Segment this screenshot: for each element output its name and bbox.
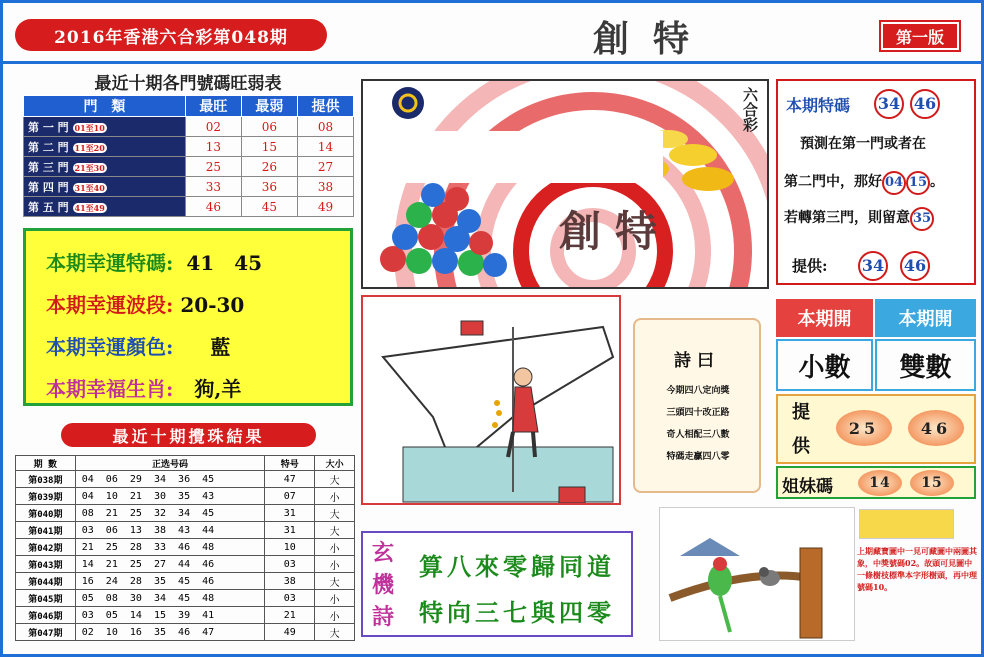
poem-line: 今期四八定向獎 (666, 386, 730, 396)
open-header-2: 本期開 (875, 299, 976, 337)
sister-panel (776, 466, 976, 499)
min-cell: 06 (241, 117, 297, 137)
lucky-color-label: 本期幸運顏色: (46, 335, 174, 359)
min-cell: 45 (241, 197, 297, 217)
provide-cell: 38 (297, 177, 353, 197)
lucky-wave-row (46, 289, 244, 318)
max-cell: 46 (185, 197, 241, 217)
special-cell: 03 (265, 590, 315, 607)
table-row (24, 197, 354, 217)
provide-cell: 49 (297, 197, 353, 217)
parrot-icon (708, 557, 732, 632)
size-cell: 大 (315, 573, 355, 590)
center-title: 創特 (559, 207, 672, 256)
numbers-cell: 04 10 21 30 35 43 (75, 488, 265, 505)
poem-scroll (633, 318, 761, 493)
mystic-label-char: 玄 (371, 540, 394, 566)
special-num-2: 46 (910, 89, 940, 119)
mark-six-logo-icon (392, 87, 424, 119)
prediction-line-2-text: 第二門中， (784, 174, 854, 190)
prediction-num: 15 (906, 171, 930, 195)
size-cell: 大 (315, 505, 355, 522)
table-row (16, 539, 355, 556)
gate-table-title: 最近十期各門號碼旺弱表 (94, 74, 282, 94)
bird-drawing (660, 508, 855, 641)
table-row (24, 177, 354, 197)
table-row (16, 624, 355, 641)
issue-cell: 第040期 (16, 505, 76, 522)
table-row (16, 471, 355, 488)
mystic-label-char: 機 (371, 572, 394, 598)
open-header-1: 本期開 (776, 299, 873, 337)
mystic-label (369, 537, 397, 633)
prediction-num: 04 (882, 171, 906, 195)
thumbnail-patch (859, 509, 954, 539)
numbers-cell: 02 10 16 35 46 47 (75, 624, 265, 641)
special-cell: 10 (265, 539, 315, 556)
lucky-zodiac-label: 本期幸福生肖: (46, 377, 174, 401)
special-cell: 47 (265, 471, 315, 488)
numbers-cell: 21 25 28 33 46 48 (75, 539, 265, 556)
min-cell: 26 (241, 157, 297, 177)
max-cell: 13 (185, 137, 241, 157)
mystic-poem-box (361, 531, 633, 637)
gate-cell: 第 三 門 21至30 (24, 157, 186, 177)
lucky-box (23, 228, 353, 406)
poem-line: 三頭四十改正路 (666, 408, 730, 418)
provide-cell: 08 (297, 117, 353, 137)
lucky-wave-label: 本期幸運波段: (46, 293, 174, 317)
numbers-cell: 03 06 13 38 43 44 (75, 522, 265, 539)
table-row (24, 137, 354, 157)
size-cell: 大 (315, 624, 355, 641)
special-cell: 49 (265, 624, 315, 641)
special-cell: 07 (265, 488, 315, 505)
size-cell: 小 (315, 590, 355, 607)
min-col-header: 最弱 (241, 96, 297, 117)
size-cell: 小 (315, 607, 355, 624)
provide-char-1: 提 (792, 402, 810, 423)
min-cell: 15 (241, 137, 297, 157)
issue-col-header: 期 數 (16, 456, 76, 471)
numbers-cell: 16 24 28 35 45 46 (75, 573, 265, 590)
issue-cell: 第043期 (16, 556, 76, 573)
special-cell: 31 (265, 505, 315, 522)
numbers-cell: 14 21 25 27 44 46 (75, 556, 265, 573)
blank-patch (363, 131, 663, 183)
table-row (16, 556, 355, 573)
open-value-even: 雙數 (875, 339, 976, 391)
poem-line: 奇人相配三八數 (666, 430, 730, 440)
lucky-color-row (46, 331, 230, 360)
prediction-box (776, 79, 976, 285)
issue-title: 2016年香港六合彩第048期 (15, 19, 327, 51)
mystic-line-2: 特向三七與四零 (419, 598, 615, 627)
special-col-header: 特号 (265, 456, 315, 471)
lucky-zodiac-value: 狗,羊 (194, 377, 242, 401)
recent-results-table (15, 455, 355, 641)
max-col-header: 最旺 (185, 96, 241, 117)
open-result-box (776, 299, 976, 499)
header-divider (3, 61, 984, 64)
size-cell: 小 (315, 556, 355, 573)
table-row (16, 488, 355, 505)
lucky-wave-value: 20-30 (180, 293, 245, 317)
min-cell: 36 (241, 177, 297, 197)
prediction-line-2-text-b: 那好 (854, 174, 882, 190)
lucky-color-value: 藍 (210, 335, 231, 359)
size-cell: 小 (315, 539, 355, 556)
special-cell: 38 (265, 573, 315, 590)
center-illustration (361, 79, 769, 289)
numbers-cell: 03 05 14 15 39 41 (75, 607, 265, 624)
prediction-line-2 (784, 171, 944, 195)
gate-cell: 第 四 門 31至40 (24, 177, 186, 197)
special-label: 本期特碼 (786, 96, 851, 115)
special-cell: 21 (265, 607, 315, 624)
prediction-line-3 (784, 207, 934, 231)
poem-body (643, 380, 753, 468)
provide-ball: 46 (908, 410, 964, 446)
sister-ball: 14 (858, 470, 902, 496)
table-row (16, 573, 355, 590)
issue-cell: 第046期 (16, 607, 76, 624)
brand-label: 六合彩 (741, 87, 759, 132)
issue-cell: 第038期 (16, 471, 76, 488)
box-icon (559, 487, 585, 503)
prediction-line-3-text: 若轉第三門，則留意 (784, 210, 910, 226)
size-cell: 大 (315, 471, 355, 488)
provide-col-header: 提供 (297, 96, 353, 117)
table-row (16, 607, 355, 624)
bird-illustration (659, 507, 855, 641)
max-cell: 02 (185, 117, 241, 137)
box-icon (461, 321, 483, 335)
open-value-small: 小數 (776, 339, 873, 391)
provide-ball: 25 (836, 410, 892, 446)
max-cell: 33 (185, 177, 241, 197)
bird-icon (759, 567, 780, 586)
recent-results-title: 最近十期攪珠結果 (61, 423, 316, 447)
table-row (24, 117, 354, 137)
issue-cell: 第041期 (16, 522, 76, 539)
special-num-1: 34 (874, 89, 904, 119)
numbers-col-header: 正选号码 (75, 456, 265, 471)
lucky-zodiac-row (46, 373, 241, 402)
table-row (16, 522, 355, 539)
gate-cell: 第 二 門 11至20 (24, 137, 186, 157)
poem-line: 特碼走贏四八零 (666, 452, 730, 462)
issue-cell: 第047期 (16, 624, 76, 641)
mystic-label-char: 詩 (371, 604, 394, 630)
edition-badge: 第一版 (881, 22, 959, 50)
size-col-header: 大小 (315, 456, 355, 471)
sister-label: 姐妹碼 (782, 477, 833, 497)
numbers-cell: 05 08 30 34 45 48 (75, 590, 265, 607)
climber-drawing (363, 297, 621, 505)
poem-title: 詩曰 (674, 351, 720, 371)
gate-cell: 第 一 門 01至10 (24, 117, 186, 137)
branch-icon (670, 576, 810, 599)
issue-cell: 第044期 (16, 573, 76, 590)
table-row (24, 157, 354, 177)
size-cell: 小 (315, 488, 355, 505)
provide-cell: 14 (297, 137, 353, 157)
provide-char-2: 供 (792, 436, 810, 457)
issue-cell: 第045期 (16, 590, 76, 607)
gate-cell: 第 五 門 41至49 (24, 197, 186, 217)
mystic-line-1: 算八來零歸同道 (419, 552, 615, 581)
lucky-special-label: 本期幸運特碼: (46, 251, 174, 275)
issue-cell: 第039期 (16, 488, 76, 505)
size-cell: 大 (315, 522, 355, 539)
provide-num-1: 34 (858, 251, 888, 281)
special-cell: 31 (265, 522, 315, 539)
numbers-cell: 08 21 25 32 34 45 (75, 505, 265, 522)
numbers-cell: 04 06 29 34 36 45 (75, 471, 265, 488)
gate-col-header: 門 類 (24, 96, 186, 117)
previous-clue-note: 上期藏寶圖中一見可藏圖中兩圖其象，中獎號碼02。故頭可見圖中一條樹枝標準本字形樹頭，再中理號碼10。 (857, 546, 977, 592)
table-row (16, 505, 355, 522)
provide-num-2: 46 (900, 251, 930, 281)
lucky-special-value: 41 45 (186, 251, 263, 275)
prediction-line-1: 預測在第一門或者在 (800, 136, 926, 152)
gate-table (23, 95, 354, 217)
provide-panel (776, 394, 976, 464)
table-row (16, 590, 355, 607)
sister-ball: 15 (910, 470, 954, 496)
provide-cell: 27 (297, 157, 353, 177)
page-title: 創特 (592, 18, 713, 60)
provide-label: 提供: (792, 257, 828, 275)
issue-cell: 第042期 (16, 539, 76, 556)
climber-illustration (361, 295, 621, 505)
prediction-line-2-end: 。 (930, 174, 944, 190)
prediction-num: 35 (910, 207, 934, 231)
lucky-special-row (46, 247, 262, 276)
special-cell: 03 (265, 556, 315, 573)
max-cell: 25 (185, 157, 241, 177)
